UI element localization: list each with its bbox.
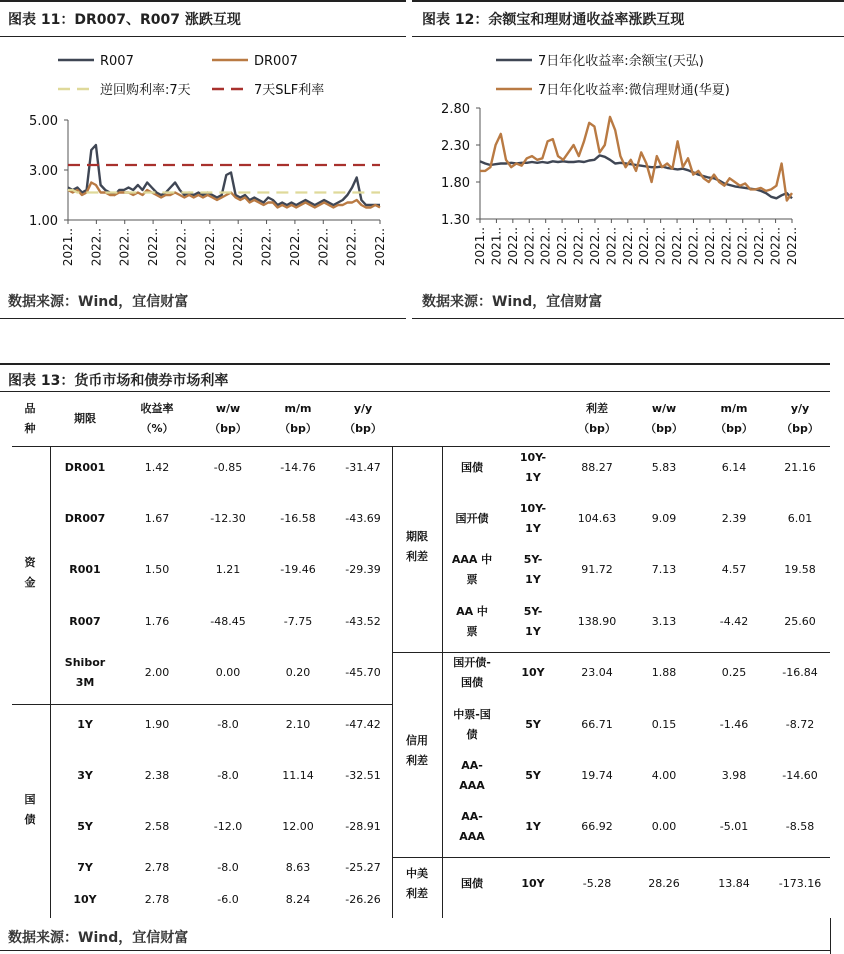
table-cell-left: -16.58	[280, 512, 316, 525]
table-cell-left: -48.45	[210, 615, 246, 628]
table-cell-right: 10Y- 1Y	[519, 502, 547, 535]
table-cell-left: -12.30	[210, 512, 246, 525]
table-cell-right: 10Y	[521, 666, 545, 679]
table-cell-right: AAA 中 票	[451, 553, 493, 586]
table-cell-right: 88.27	[581, 461, 613, 474]
x-tick-label: 2022..	[653, 227, 668, 266]
x-tick-label: 2021..	[489, 227, 504, 266]
table-cell-left: 2.78	[144, 861, 170, 874]
table-cell-left: R007	[69, 615, 101, 628]
x-tick-label: 2022..	[571, 227, 586, 266]
x-tick-label: 2021..	[473, 227, 487, 266]
table-cell-right: 国开债- 国债	[453, 656, 491, 689]
table-cell-right: 6.14	[721, 461, 747, 474]
y-tick-label: 1.30	[441, 213, 470, 228]
table-header-left: w/w （bp）	[209, 402, 247, 435]
table-cell-left: 0.00	[215, 666, 241, 679]
table13-mid-rule	[392, 446, 393, 918]
table-cell-left: -43.52	[345, 615, 381, 628]
table-cell-left: 12.00	[282, 820, 314, 833]
table-cell-right: 5Y	[525, 718, 541, 731]
y-tick-label: 2.80	[441, 102, 470, 117]
table-cell-right: 2.39	[721, 512, 747, 525]
legend-label-0: R007	[100, 54, 134, 69]
table-cell-left: 2.00	[144, 666, 170, 679]
table-header-left: y/y （bp）	[344, 402, 382, 435]
table-cell-left: -14.76	[280, 461, 316, 474]
table-cell-right: 0.00	[651, 820, 677, 833]
table-cell-left: -19.46	[280, 563, 316, 576]
table-cell-right: AA 中 票	[456, 605, 488, 638]
table13-corner-rule	[830, 918, 831, 954]
table-cell-left: 1.42	[144, 461, 170, 474]
table13-left-group-rule	[12, 704, 392, 705]
table-cell-right: -8.58	[785, 820, 815, 833]
table-cell-right: 国开债	[455, 512, 489, 525]
table-cell-left: 2.10	[285, 718, 311, 731]
table-cell-left: 8.24	[285, 893, 311, 906]
table-cell-right: 4.57	[721, 563, 747, 576]
table-cell-right: 5.83	[651, 461, 677, 474]
table-cell-left: -0.85	[213, 461, 243, 474]
table-cell-left: 1.90	[144, 718, 170, 731]
table-cell-left: 10Y	[73, 893, 97, 906]
x-tick-label: 2022..	[670, 227, 685, 266]
table-cell-right: 28.26	[648, 877, 680, 890]
x-tick-label: 2022..	[505, 227, 520, 266]
table-cell-right: 9.09	[651, 512, 677, 525]
table-header-left: 期限	[74, 412, 96, 425]
table-cell-right: AA- AAA	[459, 810, 485, 843]
x-tick-label: 2022..	[752, 227, 767, 266]
legend-label-2: 逆回购利率:7天	[100, 83, 191, 98]
table13-right-group-rule-1	[392, 652, 830, 653]
table-cell-left: -8.0	[217, 718, 239, 731]
x-tick-label: 2022..	[538, 227, 553, 266]
table13-bottom-rule	[0, 950, 830, 951]
x-tick-label: 2022..	[259, 228, 274, 267]
table-cell-left: -32.51	[345, 769, 381, 782]
table-cell-left: -7.75	[283, 615, 313, 628]
table-cell-right: -14.60	[782, 769, 818, 782]
table-cell-left: -28.91	[345, 820, 381, 833]
table-cell-right: 10Y- 1Y	[519, 451, 547, 484]
table-header-left: m/m （bp）	[279, 402, 317, 435]
table-cell-left: -25.27	[345, 861, 381, 874]
table-cell-right: 0.15	[651, 718, 677, 731]
table-cell-right: 25.60	[784, 615, 816, 628]
table-cell-left: -8.0	[217, 769, 239, 782]
table-cell-left: DR001	[64, 461, 106, 474]
table13-source: 数据来源：Wind，宜信财富	[8, 930, 189, 946]
chart11-title: 图表 11：DR007、R007 涨跌互现	[8, 12, 241, 28]
legend-label-1: DR007	[254, 54, 298, 69]
group-label-zhongmei: 中美 利差	[406, 867, 428, 900]
x-tick-label: 2022..	[735, 227, 750, 266]
y-tick-label: 2.30	[441, 139, 470, 154]
x-tick-label: 2022..	[522, 227, 537, 266]
table-cell-left: DR007	[64, 512, 106, 525]
x-tick-label: 2022..	[637, 226, 652, 266]
x-tick-label: 2022..	[702, 227, 717, 266]
table-cell-left: 2.78	[144, 893, 170, 906]
table-header-right: 利差 （bp）	[578, 402, 616, 435]
table-cell-left: Shibor 3M	[64, 656, 106, 689]
table-cell-left: 5Y	[77, 820, 93, 833]
table-cell-left: 1.76	[144, 615, 170, 628]
table-cell-right: 5Y- 1Y	[523, 553, 543, 586]
table-cell-right: 91.72	[581, 563, 613, 576]
table-header-left: 收益率 （%）	[140, 402, 174, 435]
x-tick-label: 2022..	[202, 228, 217, 267]
x-tick-label: 2022..	[686, 227, 701, 266]
x-tick-label: 2022..	[555, 227, 570, 266]
x-tick-label: 2022..	[785, 227, 799, 266]
table-cell-right: 3.98	[721, 769, 747, 782]
table-cell-left: -45.70	[345, 666, 381, 679]
table-cell-left: 1.21	[215, 563, 241, 576]
table-cell-left: -6.0	[217, 893, 239, 906]
table-cell-right: 6.01	[787, 512, 813, 525]
table-cell-left: R001	[69, 563, 101, 576]
table-cell-left: -8.0	[217, 861, 239, 874]
table-cell-right: 1Y	[525, 820, 541, 833]
table-cell-right: 104.63	[577, 512, 617, 525]
table-cell-right: -1.46	[719, 718, 749, 731]
table13-right-group-rule-2	[392, 857, 830, 858]
table-cell-right: 3.13	[651, 615, 677, 628]
table-cell-left: 3Y	[77, 769, 93, 782]
x-tick-label: 2022..	[620, 227, 635, 266]
table-cell-right: -5.28	[582, 877, 612, 890]
x-tick-label: 2022..	[231, 228, 246, 267]
table-cell-right: 1.88	[651, 666, 677, 679]
y-tick-label: 5.00	[29, 114, 58, 129]
table-cell-right: 13.84	[718, 877, 750, 890]
table13-right-col-rule	[442, 446, 443, 918]
table-header-left: 品 种	[24, 402, 36, 435]
chart12-title: 图表 12：余额宝和理财通收益率涨跌互现	[422, 12, 685, 28]
table-cell-left: -31.47	[345, 461, 381, 474]
legend-label-0: 7日年化收益率:余额宝(天弘)	[538, 54, 704, 69]
table-cell-right: 国债	[461, 461, 483, 474]
table-cell-right: -173.16	[778, 877, 822, 890]
table-cell-right: 66.71	[581, 718, 613, 731]
table-cell-right: 19.74	[581, 769, 613, 782]
group-label-qixian: 期限 利差	[406, 530, 428, 563]
table-header-right: m/m （bp）	[715, 402, 753, 435]
table-cell-right: 5Y	[525, 769, 541, 782]
x-tick-label: 2022..	[287, 228, 302, 267]
y-tick-label: 3.00	[29, 164, 58, 179]
table-cell-right: 10Y	[521, 877, 545, 890]
x-tick-label: 2022..	[768, 227, 783, 266]
legend-label-1: 7日年化收益率:微信理财通(华夏)	[538, 83, 730, 98]
group-label-guozhai: 国 债	[24, 793, 36, 826]
table-cell-left: 1Y	[77, 718, 93, 731]
y-tick-label: 1.80	[441, 176, 470, 191]
table-cell-left: -47.42	[345, 718, 381, 731]
x-tick-label: 2021..	[61, 228, 75, 267]
x-tick-label: 2022..	[373, 228, 387, 267]
table-cell-right: -4.42	[719, 615, 749, 628]
table-cell-right: 66.92	[581, 820, 613, 833]
table13-title: 图表 13：货币市场和债券市场利率	[8, 373, 229, 389]
table-cell-left: -12.0	[213, 820, 243, 833]
table-cell-left: 1.50	[144, 563, 170, 576]
table-cell-right: 中票-国 债	[453, 708, 491, 741]
table-cell-right: 23.04	[581, 666, 613, 679]
chart11-source: 数据来源：Wind，宜信财富	[8, 294, 189, 310]
table-cell-right: AA- AAA	[459, 759, 485, 792]
table-cell-right: 7.13	[651, 563, 677, 576]
table-cell-right: 19.58	[784, 563, 816, 576]
x-tick-label: 2022..	[587, 227, 602, 266]
table-cell-left: 1.67	[144, 512, 170, 525]
x-tick-label: 2022..	[316, 228, 331, 267]
x-tick-label: 2022..	[89, 228, 104, 267]
table-header-right: w/w （bp）	[645, 402, 683, 435]
y-tick-label: 1.00	[29, 214, 58, 229]
table-cell-left: 11.14	[282, 769, 314, 782]
table-cell-right: 0.25	[721, 666, 747, 679]
table-cell-right: -8.72	[785, 718, 815, 731]
table-cell-left: 2.38	[144, 769, 170, 782]
table-cell-left: -43.69	[345, 512, 381, 525]
table-cell-right: 138.90	[577, 615, 617, 628]
x-tick-label: 2022..	[719, 227, 734, 266]
table-cell-left: 8.63	[285, 861, 311, 874]
legend-label-3: 7天SLF利率	[254, 83, 325, 98]
table-cell-right: 21.16	[784, 461, 816, 474]
table-cell-right: -5.01	[719, 820, 749, 833]
table-cell-right: -16.84	[782, 666, 818, 679]
x-tick-label: 2022..	[604, 227, 619, 266]
table-cell-left: 0.20	[285, 666, 311, 679]
x-tick-label: 2022..	[344, 228, 359, 267]
group-label-xinyong: 信用 利差	[406, 734, 428, 767]
x-tick-label: 2022..	[174, 228, 189, 267]
table13-left-col-rule	[50, 446, 51, 918]
x-tick-label: 2022..	[117, 228, 132, 267]
table-cell-left: -29.39	[345, 563, 381, 576]
table-cell-right: 国债	[461, 877, 483, 890]
table-cell-right: 4.00	[651, 769, 677, 782]
chart12-source: 数据来源：Wind，宜信财富	[422, 294, 603, 310]
x-tick-label: 2022..	[146, 228, 161, 267]
table-cell-right: 5Y- 1Y	[523, 605, 543, 638]
table-cell-left: -26.26	[345, 893, 381, 906]
table-cell-left: 7Y	[77, 861, 93, 874]
group-label-zijin: 资 金	[24, 556, 36, 589]
table-cell-left: 2.58	[144, 820, 170, 833]
table-header-right: y/y （bp）	[781, 402, 819, 435]
